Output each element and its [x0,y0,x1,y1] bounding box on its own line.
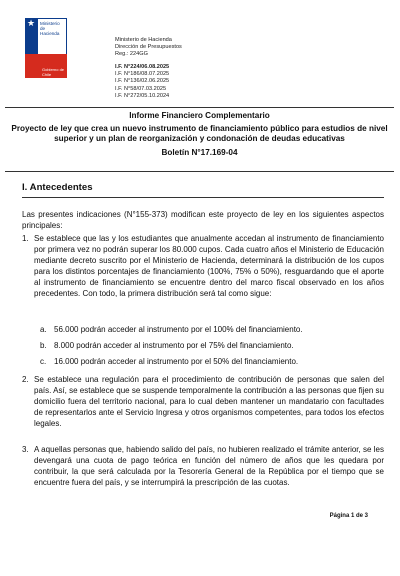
header-reg: Reg.: 224GG [115,51,148,58]
logo-line-3: Gobierno de Chile [42,67,65,77]
logo-text-box [38,18,67,54]
sub-item-text: 56.000 podrán acceder al instrumento por el 100% del financiamiento. [54,325,303,334]
list-item-text: Se establece una regulación para el procedimiento de contribución de personas que salen del país. Así, se establece que se suspende temporalmente la contribución a las personas que fijen su domicilio fuera del territorio nacional, para lo cual deben mantener un mandatario con facultades de representarlos ante el Servicio Ingresa y otros organismos competentes, para todos los efectos legales. [34,375,384,428]
sub-list-item [40,340,384,351]
intro-paragraph: Las presentes indicaciones (N°155-373) modifican este proyecto de ley en los siguientes aspectos principales: [22,210,384,230]
list-item-number: 3. [22,445,29,454]
logo-flag [25,18,67,54]
section-divider [22,197,384,198]
logo-red-band [25,54,67,78]
reference-item: I.F. N°136/02.06.2025 [115,78,170,85]
sub-item-letter: a. [40,325,47,334]
reference-list [115,64,169,100]
list-item-number: 2. [22,375,29,384]
sub-item-letter: c. [40,357,47,366]
bill-subtitle: Proyecto de ley que crea un nuevo instrumento de financiamiento público para estudios de nivel superior y un plan de reorganización y condonación de deudas educativas [11,124,388,143]
list-item [22,233,384,299]
header-ids [115,37,182,59]
logo-blue-field [25,18,38,54]
logo-line-2: Hacienda [40,31,60,36]
report-title: Informe Financiero Complementario [129,111,270,120]
list-item-text: A aquellas personas que, habiendo salido del país, no hubieren realizado el trámite anterior, se les devengará una cuota de pago teórica en función del número de años que les quedara por contribuir, la que será calculada por la Tesorería General de la República por el tiempo que se encuentre fuera del país, y se interrumpirá la prescripción de las cuotas. [34,445,384,487]
reference-item: I.F. N°224/06.08.2025 [115,64,170,70]
section-heading: I. Antecedentes [22,182,93,193]
list-item [22,374,384,429]
list-item-text: Se establece que las y los estudiantes que anualmente accedan al instrumento de financiamiento por primera vez no podrán superar los 80.000 cupos. Cada cuatro años el Ministerio de Educación mediante decreto suscrito por el Ministerio de Hacienda, determinará la distribución de los cupos para los distintos porcentajes de financiamiento (100%, 75% o 50%), resguardando que el aporte al instrumento de financiamiento se encuentre dentro del marco fiscal observado en los años precedentes. Con todo, la primera distribución será tal como sigue: [34,234,384,298]
sub-item-text: 8.000 podrán acceder al instrumento por el 75% del financiamiento. [54,341,294,350]
bulletin-number: Boletín N°17.169-04 [161,148,238,157]
sub-list-item [40,356,384,367]
title-box [5,107,394,172]
reference-item: I.F. N°186/08.07.2025 [115,71,170,78]
list-item-number: 1. [22,234,29,243]
list-item [22,444,384,488]
header-direction: Dirección de Presupuestos [115,44,182,51]
reference-item: I.F. N°272/05.10.2024 [115,92,170,99]
logo-line-1: Ministerio de [40,21,60,31]
star-icon: ★ [27,18,36,28]
sub-list-item [40,324,384,335]
sub-item-text: 16.000 podrán acceder al instrumento por el 50% del financiamiento. [54,357,299,366]
header-ministry: Ministerio de Hacienda [115,37,172,43]
sub-item-letter: b. [40,341,47,350]
reference-item: I.F. N°58/07.03.2025 [115,85,167,92]
government-logo [25,18,67,78]
page-number: Página 1 de 3 [329,513,368,519]
